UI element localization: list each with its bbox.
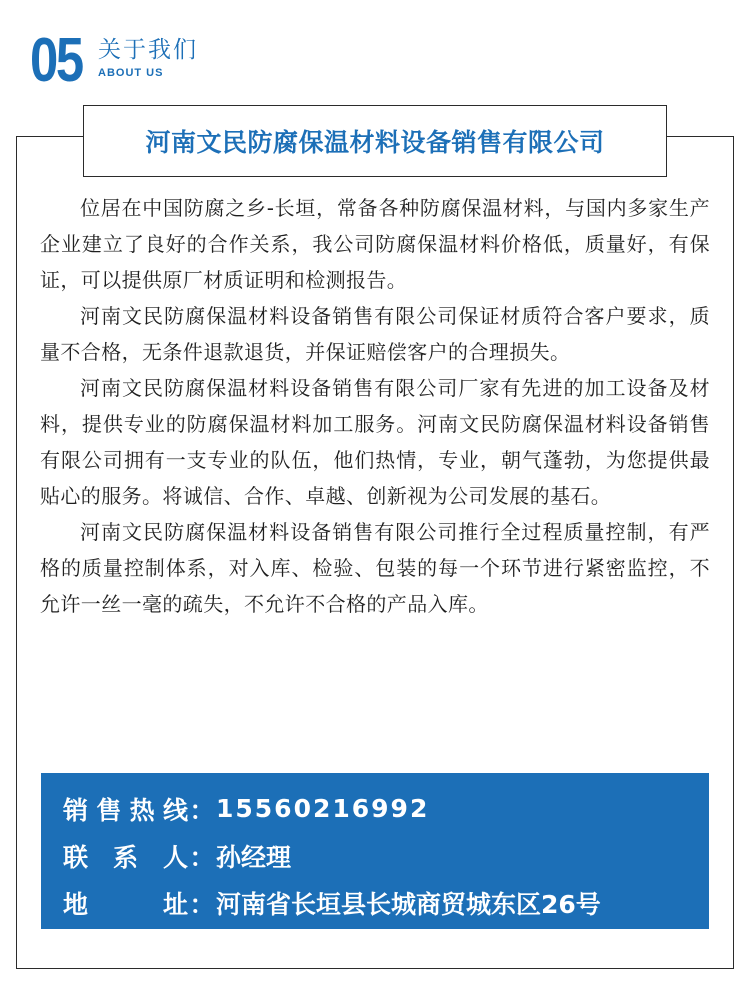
section-title-cn: 关于我们 bbox=[98, 37, 198, 63]
section-number: 05 bbox=[30, 26, 82, 95]
address-label: 地址 bbox=[63, 889, 188, 919]
about-paragraph-1: 位居在中国防腐之乡-长垣，常备各种防腐保温材料，与国内多家生产企业建立了良好的合作关系，我公司防腐保温材料价格低，质量好，有保证，可以提供原厂材质证明和检测报告。 bbox=[40, 196, 710, 292]
section-title-en: ABOUT US bbox=[98, 67, 164, 79]
address-value: 河南省长垣县长城商贸城东区26号 bbox=[216, 889, 601, 919]
contact-hotline bbox=[63, 785, 709, 832]
hotline-separator: ： bbox=[189, 795, 215, 825]
about-paragraph-4: 河南文民防腐保温材料设备销售有限公司推行全过程质量控制，有严格的质量控制体系，对入库、检验、包装的每一个环节进行紧密监控，不允许一丝一毫的疏失，不允许不合格的产品入库。 bbox=[40, 520, 710, 616]
about-body bbox=[40, 190, 710, 622]
contact-address bbox=[63, 879, 709, 926]
hotline-value[interactable]: 15560216992 bbox=[216, 794, 430, 823]
about-paragraph-3: 河南文民防腐保温材料设备销售有限公司厂家有先进的加工设备及材料，提供专业的防腐保温材料加工服务。河南文民防腐保温材料设备销售有限公司拥有一支专业的队伍，他们热情，专业，朝气蓬勃，为您提供最贴心的服务。将诚信、合作、卓越、创新视为公司发展的基石。 bbox=[40, 376, 710, 508]
person-value: 孙经理 bbox=[216, 842, 292, 872]
contact-box bbox=[41, 773, 709, 929]
company-name-box bbox=[83, 105, 667, 177]
address-separator: ： bbox=[189, 889, 215, 919]
hotline-label: 销售热线 bbox=[63, 795, 188, 825]
section-header bbox=[30, 26, 198, 95]
person-separator: ： bbox=[189, 842, 215, 872]
section-titles bbox=[98, 30, 198, 80]
company-name: 河南文民防腐保温材料设备销售有限公司 bbox=[145, 128, 605, 157]
person-label: 联系人 bbox=[63, 842, 188, 872]
contact-person bbox=[63, 832, 709, 879]
about-paragraph-2: 河南文民防腐保温材料设备销售有限公司保证材质符合客户要求，质量不合格，无条件退款退货，并保证赔偿客户的合理损失。 bbox=[40, 304, 710, 364]
